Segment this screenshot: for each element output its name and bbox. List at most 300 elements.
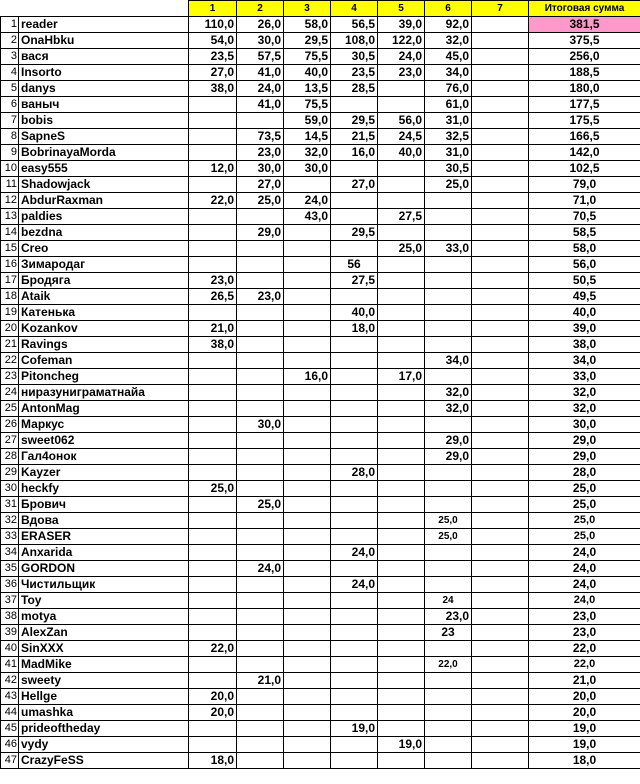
round-score [425, 305, 472, 321]
row-number: 47 [1, 753, 19, 769]
table-row [1, 417, 640, 433]
round-score [237, 753, 284, 769]
round-score [378, 641, 425, 657]
round-score [237, 337, 284, 353]
round-score [472, 513, 529, 529]
round-header: 3 [284, 1, 331, 17]
round-score: 16,0 [284, 369, 331, 385]
round-score [331, 673, 378, 689]
round-score: 13,5 [284, 81, 331, 97]
round-score [472, 289, 529, 305]
participant-name: Чистильщик [19, 577, 189, 593]
round-score [378, 513, 425, 529]
participant-name: ниразуниграматнайа [19, 385, 189, 401]
round-score [284, 513, 331, 529]
round-score [331, 481, 378, 497]
round-score [284, 257, 331, 273]
round-score [331, 385, 378, 401]
round-score [378, 321, 425, 337]
total-score: 24,0 [529, 593, 640, 609]
round-score [237, 433, 284, 449]
round-score: 29,0 [237, 225, 284, 241]
round-score [284, 545, 331, 561]
round-score [472, 497, 529, 513]
round-score [237, 353, 284, 369]
round-score: 27,0 [331, 177, 378, 193]
round-score [378, 417, 425, 433]
round-score: 23,0 [425, 609, 472, 625]
round-score [425, 689, 472, 705]
table-row [1, 561, 640, 577]
table-row [1, 65, 640, 81]
row-number: 18 [1, 289, 19, 305]
round-score: 29,0 [425, 433, 472, 449]
participant-name: OnaHbku [19, 33, 189, 49]
round-score: 24,0 [237, 561, 284, 577]
round-score [331, 657, 378, 673]
row-number: 40 [1, 641, 19, 657]
round-score [425, 673, 472, 689]
round-score [331, 705, 378, 721]
round-score [378, 449, 425, 465]
round-score: 32,0 [425, 401, 472, 417]
table-row [1, 321, 640, 337]
round-score: 16,0 [331, 145, 378, 161]
round-score [284, 385, 331, 401]
round-score: 41,0 [237, 65, 284, 81]
table-row [1, 113, 640, 129]
round-score: 110,0 [189, 17, 237, 33]
round-score [237, 449, 284, 465]
round-score [189, 545, 237, 561]
total-score: 25,0 [529, 481, 640, 497]
round-score: 29,5 [284, 33, 331, 49]
round-score: 23,5 [189, 49, 237, 65]
round-score [189, 449, 237, 465]
table-row [1, 753, 640, 769]
round-score [237, 465, 284, 481]
total-score: 79,0 [529, 177, 640, 193]
round-score: 40,0 [331, 305, 378, 321]
row-number: 32 [1, 513, 19, 529]
round-score [284, 177, 331, 193]
row-number: 36 [1, 577, 19, 593]
round-score: 19,0 [331, 721, 378, 737]
round-score [284, 673, 331, 689]
round-score: 39,0 [378, 17, 425, 33]
round-score: 23,0 [237, 289, 284, 305]
participant-name: AntonMag [19, 401, 189, 417]
participant-name: Kayzer [19, 465, 189, 481]
round-score [284, 273, 331, 289]
round-score [472, 177, 529, 193]
row-number: 3 [1, 49, 19, 65]
table-row [1, 81, 640, 97]
round-score: 23 [425, 625, 472, 641]
round-score [378, 657, 425, 673]
round-score [472, 401, 529, 417]
round-score: 92,0 [425, 17, 472, 33]
total-score: 25,0 [529, 497, 640, 513]
round-score [189, 593, 237, 609]
participant-name: prideoftheday [19, 721, 189, 737]
round-score [189, 465, 237, 481]
round-score [378, 353, 425, 369]
total-score: 38,0 [529, 337, 640, 353]
round-score [472, 417, 529, 433]
round-score [425, 481, 472, 497]
round-score: 34,0 [425, 353, 472, 369]
round-score [331, 641, 378, 657]
participant-name: ваныч [19, 97, 189, 113]
round-score: 26,0 [237, 17, 284, 33]
round-score: 30,5 [425, 161, 472, 177]
round-score [284, 625, 331, 641]
participant-name: Creo [19, 241, 189, 257]
row-number: 20 [1, 321, 19, 337]
table-row [1, 481, 640, 497]
round-score [472, 97, 529, 113]
table-row [1, 289, 640, 305]
round-score [378, 305, 425, 321]
round-score [331, 209, 378, 225]
table-row [1, 177, 640, 193]
round-score: 27,0 [189, 65, 237, 81]
row-number: 34 [1, 545, 19, 561]
row-number: 23 [1, 369, 19, 385]
participant-name: AbdurRaxman [19, 193, 189, 209]
row-number: 1 [1, 17, 19, 33]
total-score: 49,5 [529, 289, 640, 305]
round-score [331, 241, 378, 257]
round-score [237, 593, 284, 609]
round-score [189, 721, 237, 737]
round-header: 5 [378, 1, 425, 17]
round-score: 25,0 [237, 193, 284, 209]
round-score [378, 545, 425, 561]
round-score: 30,0 [237, 161, 284, 177]
round-score [425, 577, 472, 593]
table-row [1, 577, 640, 593]
round-score [237, 321, 284, 337]
total-score: 25,0 [529, 529, 640, 545]
round-score: 19,0 [378, 737, 425, 753]
round-score: 12,0 [189, 161, 237, 177]
table-row [1, 129, 640, 145]
table-row [1, 385, 640, 401]
round-score [189, 433, 237, 449]
round-score [472, 113, 529, 129]
round-score [472, 193, 529, 209]
table-row [1, 273, 640, 289]
row-number: 10 [1, 161, 19, 177]
total-score: 39,0 [529, 321, 640, 337]
round-score [472, 209, 529, 225]
round-score [284, 497, 331, 513]
total-score: 175,5 [529, 113, 640, 129]
round-score [472, 465, 529, 481]
header-row [1, 1, 640, 17]
round-score [472, 17, 529, 33]
round-score [425, 289, 472, 305]
round-score [378, 433, 425, 449]
total-score: 22,0 [529, 657, 640, 673]
participant-name: Брович [19, 497, 189, 513]
round-score [425, 705, 472, 721]
round-score [472, 673, 529, 689]
round-score [378, 465, 425, 481]
round-score [331, 449, 378, 465]
round-score: 27,5 [378, 209, 425, 225]
total-score: 24,0 [529, 545, 640, 561]
round-score [284, 705, 331, 721]
round-score [189, 369, 237, 385]
row-number: 29 [1, 465, 19, 481]
table-row [1, 225, 640, 241]
round-score [237, 113, 284, 129]
round-score [284, 593, 331, 609]
round-score [472, 433, 529, 449]
round-score [472, 657, 529, 673]
participant-name: BobrinayaMorda [19, 145, 189, 161]
total-score: 71,0 [529, 193, 640, 209]
row-number: 2 [1, 33, 19, 49]
round-score: 25,0 [237, 497, 284, 513]
round-score [237, 689, 284, 705]
total-score: 25,0 [529, 513, 640, 529]
row-number: 4 [1, 65, 19, 81]
round-score [378, 289, 425, 305]
round-score [189, 257, 237, 273]
round-score [472, 385, 529, 401]
round-score: 26,5 [189, 289, 237, 305]
round-score [472, 689, 529, 705]
participant-name: Вдова [19, 513, 189, 529]
round-score [472, 561, 529, 577]
row-number: 9 [1, 145, 19, 161]
round-score [425, 561, 472, 577]
round-score [331, 497, 378, 513]
participant-name: Insorto [19, 65, 189, 81]
total-score: 19,0 [529, 737, 640, 753]
row-number: 30 [1, 481, 19, 497]
participant-name: Катенька [19, 305, 189, 321]
round-score [425, 209, 472, 225]
total-score: 29,0 [529, 433, 640, 449]
row-number: 24 [1, 385, 19, 401]
total-score: 24,0 [529, 577, 640, 593]
round-score [331, 193, 378, 209]
participant-name: bezdna [19, 225, 189, 241]
round-score [378, 161, 425, 177]
total-score: 58,5 [529, 225, 640, 241]
round-score: 23,0 [189, 273, 237, 289]
round-score [378, 577, 425, 593]
table-row [1, 369, 640, 385]
participant-name: Shadowjack [19, 177, 189, 193]
round-score [189, 401, 237, 417]
round-score: 61,0 [425, 97, 472, 113]
round-score [284, 641, 331, 657]
round-score [472, 33, 529, 49]
round-score [378, 609, 425, 625]
row-number: 31 [1, 497, 19, 513]
round-score: 28,0 [331, 465, 378, 481]
round-score: 24,0 [237, 81, 284, 97]
table-row [1, 97, 640, 113]
round-score: 23,0 [378, 65, 425, 81]
table-row [1, 593, 640, 609]
round-score [425, 257, 472, 273]
table-row [1, 625, 640, 641]
participant-name: Маркус [19, 417, 189, 433]
round-score [472, 705, 529, 721]
round-score: 25,0 [425, 529, 472, 545]
round-score [425, 337, 472, 353]
round-score [284, 417, 331, 433]
round-score: 20,0 [189, 705, 237, 721]
round-score: 40,0 [284, 65, 331, 81]
table-row [1, 497, 640, 513]
round-header: 6 [425, 1, 472, 17]
round-score [472, 273, 529, 289]
round-score [472, 721, 529, 737]
round-score: 18,0 [331, 321, 378, 337]
round-score: 24,5 [378, 129, 425, 145]
round-score [189, 673, 237, 689]
round-score: 73,5 [237, 129, 284, 145]
participant-name: reader [19, 17, 189, 33]
row-number: 13 [1, 209, 19, 225]
round-score [331, 289, 378, 305]
round-score: 22,0 [189, 641, 237, 657]
round-score [331, 353, 378, 369]
round-score: 31,0 [425, 145, 472, 161]
round-score [189, 129, 237, 145]
round-score: 22,0 [189, 193, 237, 209]
round-score [472, 321, 529, 337]
round-score [189, 577, 237, 593]
round-score [189, 145, 237, 161]
round-score [378, 705, 425, 721]
round-score: 24,0 [331, 577, 378, 593]
participant-name: sweety [19, 673, 189, 689]
round-header: 4 [331, 1, 378, 17]
row-number: 41 [1, 657, 19, 673]
round-score [237, 209, 284, 225]
table-row [1, 465, 640, 481]
round-score [237, 273, 284, 289]
round-score: 59,0 [284, 113, 331, 129]
table-row [1, 241, 640, 257]
total-score: 20,0 [529, 705, 640, 721]
participant-name: umashka [19, 705, 189, 721]
participant-name: CrazyFeSS [19, 753, 189, 769]
round-score: 122,0 [378, 33, 425, 49]
participant-name: Бродяга [19, 273, 189, 289]
round-score [331, 561, 378, 577]
round-score [378, 529, 425, 545]
round-score: 29,5 [331, 113, 378, 129]
total-score: 177,5 [529, 97, 640, 113]
round-score [472, 737, 529, 753]
round-score [284, 241, 331, 257]
total-score: 58,0 [529, 241, 640, 257]
participant-name: Pitoncheg [19, 369, 189, 385]
round-score [472, 593, 529, 609]
table-row [1, 705, 640, 721]
row-number: 46 [1, 737, 19, 753]
round-score: 45,0 [425, 49, 472, 65]
round-score [189, 353, 237, 369]
round-score: 29,5 [331, 225, 378, 241]
round-score [237, 609, 284, 625]
round-score [284, 721, 331, 737]
participant-name: Ataik [19, 289, 189, 305]
round-score [378, 689, 425, 705]
participant-name: Гал4онок [19, 449, 189, 465]
round-score [284, 561, 331, 577]
round-score [237, 657, 284, 673]
round-score [425, 545, 472, 561]
round-score: 25,0 [425, 177, 472, 193]
round-score: 32,5 [425, 129, 472, 145]
total-score: 28,0 [529, 465, 640, 481]
round-score [189, 513, 237, 529]
round-score [189, 417, 237, 433]
round-score [472, 753, 529, 769]
round-score: 43,0 [284, 209, 331, 225]
table-row [1, 305, 640, 321]
table-row [1, 609, 640, 625]
row-number: 25 [1, 401, 19, 417]
participant-name: motya [19, 609, 189, 625]
round-score [331, 529, 378, 545]
round-score: 32,0 [425, 385, 472, 401]
participant-name: Toy [19, 593, 189, 609]
round-score [331, 593, 378, 609]
participant-name: ERASER [19, 529, 189, 545]
round-score [331, 737, 378, 753]
total-score: 29,0 [529, 449, 640, 465]
round-score [331, 97, 378, 113]
round-score [331, 417, 378, 433]
round-score [425, 641, 472, 657]
total-score: 56,0 [529, 257, 640, 273]
round-score: 58,0 [284, 17, 331, 33]
total-score: 256,0 [529, 49, 640, 65]
round-score [472, 545, 529, 561]
table-row [1, 529, 640, 545]
round-score [472, 161, 529, 177]
round-score [237, 241, 284, 257]
round-score [284, 449, 331, 465]
round-score [189, 177, 237, 193]
table-row [1, 449, 640, 465]
round-score: 38,0 [189, 81, 237, 97]
round-score [331, 337, 378, 353]
round-score: 27,5 [331, 273, 378, 289]
round-score: 24,0 [331, 545, 378, 561]
round-score [378, 625, 425, 641]
table-row [1, 513, 640, 529]
participant-name: Ravings [19, 337, 189, 353]
round-score [237, 305, 284, 321]
round-score [189, 113, 237, 129]
round-score [331, 753, 378, 769]
round-score [284, 529, 331, 545]
round-score: 21,5 [331, 129, 378, 145]
